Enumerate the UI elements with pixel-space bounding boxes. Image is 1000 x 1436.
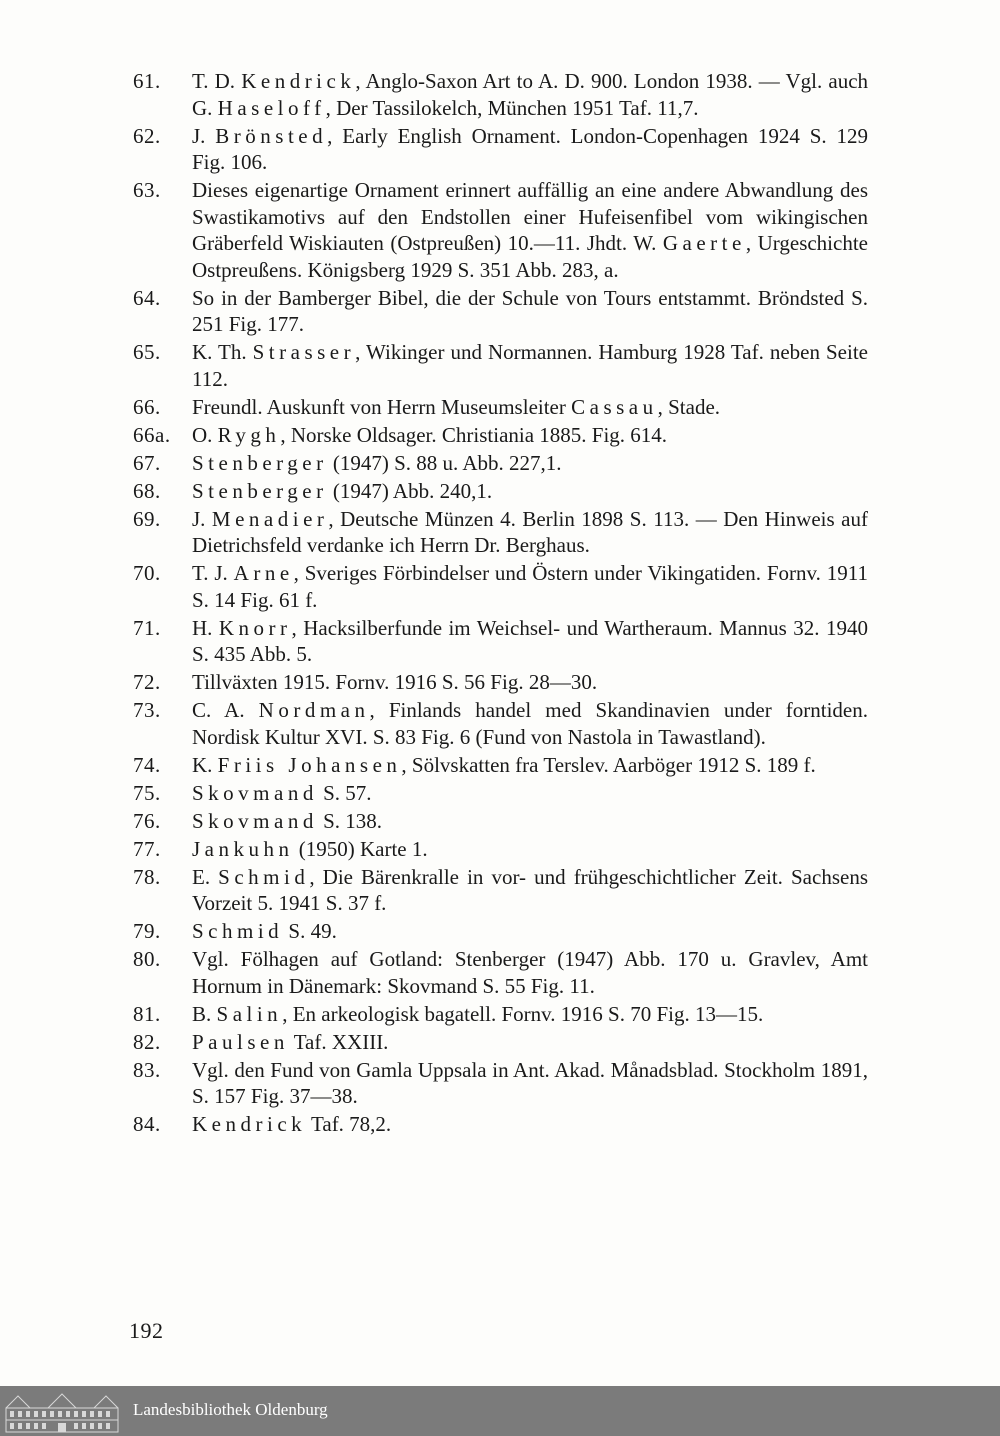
author-name: Paulsen	[192, 1029, 289, 1054]
footnote-item	[133, 669, 868, 696]
footnote-number: 66a.	[133, 422, 171, 447]
footnote-text	[192, 697, 868, 750]
footnote-item	[133, 864, 868, 917]
citation-text: (1947) Abb. 240,1.	[327, 478, 493, 503]
footnote-item	[133, 177, 868, 283]
citation-text: T. D.	[192, 69, 242, 93]
author-name: Skovmand	[192, 808, 318, 833]
footnote-number: 80.	[133, 947, 161, 971]
citation-text: C. A.	[192, 698, 259, 722]
footnote-number: 70.	[133, 561, 161, 585]
citation-text: Taf. 78,2.	[306, 1112, 392, 1136]
author-name: Schmid	[192, 919, 284, 943]
footnote-number: 63.	[133, 178, 161, 202]
footnote-number: 71.	[133, 615, 161, 640]
footnote-number: 62.	[133, 123, 161, 148]
footnote-text	[192, 1057, 868, 1110]
citation-text: Tillväxten 1915. Fornv. 1916 S. 56 Fig. 28—30.	[192, 670, 598, 694]
footnote-number: 69.	[133, 506, 161, 531]
author-name: Brönsted	[215, 123, 328, 148]
footnote-item	[133, 615, 868, 668]
author-name: Gaerte	[662, 231, 746, 255]
footnote-number: 64.	[133, 285, 161, 310]
footnote-text	[192, 177, 868, 283]
citation-text: K. Th.	[192, 340, 253, 364]
citation-text: , Wikinger und Normannen. Hamburg 1928 Taf. neben Seite 112.	[192, 340, 868, 391]
footnote-number: 81.	[133, 1001, 161, 1026]
citation-text: , Anglo-Saxon Art to A. D. 900. London 1938. — Vgl. auch G.	[192, 69, 869, 120]
footnote-text	[192, 560, 868, 613]
citation-text: S. 57.	[317, 780, 372, 805]
footnote-text	[192, 478, 868, 505]
citation-text: , Finlands handel med Skandinavien under forntiden. Nordisk Kultur XVI. S. 83 Fig. 6 (Fund von Nastola in Tawastland).	[192, 698, 869, 749]
footnote-number: 75.	[133, 780, 161, 805]
footnote-number: 83.	[133, 1057, 161, 1082]
footnote-item	[133, 68, 868, 121]
author-name: Kendrick	[241, 69, 356, 93]
page-number: 192	[129, 1318, 164, 1343]
footnote-item	[133, 285, 868, 338]
citation-text: O.	[192, 422, 218, 447]
citation-text: S. 49.	[283, 919, 337, 943]
citation-text: Dieses eigenartige Ornament erinnert auffällig an eine andere Abwandlung des Swastikamotivs auf den Endstollen einer Hufeisenfibel vom wikingischen Gräberfeld Wiskiauten (Ostpreußen) 10.—11. Jhdt. W.	[192, 178, 868, 255]
citation-text: , En arkeologisk bagatell. Fornv. 1916 S. 70 Fig. 13—15.	[282, 1001, 764, 1026]
footnote-item	[133, 752, 868, 779]
citation-text: , Norske Oldsager. Christiania 1885. Fig. 614.	[280, 422, 668, 447]
footnote-number: 66.	[133, 394, 161, 419]
author-name: Strasser	[252, 340, 356, 364]
citation-text: Vgl. den Fund von Gamla Uppsala in Ant. Akad. Månadsblad. Stockholm 1891, S. 157 Fig. 37—38.	[192, 1057, 868, 1108]
citation-text: (1947) S. 88 u. Abb. 227,1.	[327, 450, 562, 475]
footnote-text	[192, 669, 868, 696]
citation-text: E.	[192, 864, 219, 889]
author-name: Menadier	[211, 506, 329, 531]
citation-text: So in der Bamberger Bibel, die der Schule von Tours entstammt. Bröndsted S. 251 Fig. 177.	[192, 285, 868, 336]
footnote-number: 67.	[133, 450, 161, 475]
footnote-number: 72.	[133, 670, 161, 694]
author-name: Skovmand	[192, 780, 318, 805]
footnote-item	[133, 422, 868, 449]
footnote-number: 77.	[133, 836, 161, 861]
footnote-number: 76.	[133, 808, 161, 833]
footnote-text	[192, 422, 868, 449]
footnote-list	[133, 68, 868, 1139]
footnote-text	[192, 780, 868, 807]
footnote-text	[192, 808, 868, 835]
footnote-text	[192, 285, 868, 338]
citation-text: (1950) Karte 1.	[293, 836, 428, 861]
citation-text: , Stade.	[657, 394, 721, 419]
footnote-number: 84.	[133, 1112, 161, 1136]
citation-text: J.	[192, 506, 212, 531]
library-name: Landesbibliothek Oldenburg	[133, 1400, 328, 1419]
footnote-text	[192, 752, 868, 779]
author-name: Friis Johansen	[217, 752, 402, 777]
library-building-logo	[0, 1386, 124, 1436]
library-footer-bar	[0, 1386, 1000, 1436]
author-name: Haseloff	[217, 95, 326, 120]
footnote-number: 74.	[133, 752, 161, 777]
citation-text: S. 138.	[317, 808, 383, 833]
footnote-number: 73.	[133, 698, 161, 722]
footnote-number: 65.	[133, 340, 161, 364]
footnote-text	[192, 946, 868, 999]
footnote-text	[192, 339, 868, 392]
footnote-item	[133, 123, 868, 176]
footnote-item	[133, 1057, 868, 1110]
footnote-item	[133, 946, 868, 999]
footnote-item	[133, 697, 868, 750]
author-name: Schmid	[218, 864, 310, 889]
footnote-text	[192, 1111, 868, 1138]
footnote-item	[133, 1029, 868, 1056]
footnote-item	[133, 506, 868, 559]
footnote-text	[192, 68, 868, 121]
citation-text: , Deutsche Münzen 4. Berlin 1898 S. 113. — Den Hinweis auf Dietrichsfeld verdanke ich Herrn Dr. Berghaus.	[192, 506, 868, 557]
citation-text: , Urgeschichte Ostpreußens. Königsberg 1929 S. 351 Abb. 283, a.	[192, 231, 868, 282]
footnote-item	[133, 1001, 868, 1028]
footnote-number: 79.	[133, 919, 161, 943]
footnote-text	[192, 836, 868, 863]
citation-text: T. J.	[192, 561, 234, 585]
citation-text: , Early English Ornament. London-Copenhagen 1924 S. 129 Fig. 106.	[192, 123, 868, 174]
footnote-text	[192, 450, 868, 477]
author-name: Nordman	[258, 698, 370, 722]
footnote-item	[133, 808, 868, 835]
citation-text: Vgl. Fölhagen auf Gotland: Stenberger (1947) Abb. 170 u. Gravlev, Amt Hornum in Dänemark: Skovmand S. 55 Fig. 11.	[192, 947, 868, 998]
author-name: Rygh	[217, 422, 281, 447]
citation-text: Freundl. Auskunft von Herrn Museumsleiter	[192, 394, 572, 419]
footnote-text	[192, 123, 868, 176]
citation-text: Taf. XXIII.	[288, 1029, 389, 1054]
citation-text: J.	[192, 123, 216, 148]
footnote-item	[133, 339, 868, 392]
footnote-item	[133, 918, 868, 945]
author-name: Kendrick	[192, 1112, 307, 1136]
footnote-text	[192, 615, 868, 668]
footnote-text	[192, 864, 868, 917]
citation-text: , Sölvskatten fra Terslev. Aarböger 1912 S. 189 f.	[401, 752, 816, 777]
author-name: Knorr	[218, 615, 292, 640]
footnote-item	[133, 836, 868, 863]
author-name: Salin	[216, 1001, 283, 1026]
footnote-number: 82.	[133, 1029, 161, 1054]
author-name: Jankuhn	[192, 836, 294, 861]
footnote-item	[133, 560, 868, 613]
footnote-text	[192, 506, 868, 559]
footnote-text	[192, 918, 868, 945]
footnote-number: 78.	[133, 864, 161, 889]
footnote-item	[133, 780, 868, 807]
footnote-number: 68.	[133, 478, 161, 503]
footnote-item	[133, 394, 868, 421]
footnote-item	[133, 1111, 868, 1138]
footnote-text	[192, 394, 868, 421]
citation-text: B.	[192, 1001, 217, 1026]
footnote-item	[133, 478, 868, 505]
citation-text: , Der Tassilokelch, München 1951 Taf. 11,7.	[325, 95, 699, 120]
footnote-item	[133, 450, 868, 477]
citation-text: H.	[192, 615, 219, 640]
author-name: Cassau	[571, 394, 658, 419]
author-name: Arne	[233, 561, 294, 585]
footnote-text	[192, 1029, 868, 1056]
citation-text: , Hacksilberfunde im Weichsel- und Wartheraum. Mannus 32. 1940 S. 435 Abb. 5.	[192, 615, 868, 666]
citation-text: , Die Bärenkralle in vor- und frühgeschichtlicher Zeit. Sachsens Vorzeit 5. 1941 S. 37 f.	[192, 864, 868, 915]
footnote-number: 61.	[133, 69, 161, 93]
author-name: Stenberger	[192, 478, 328, 503]
citation-text: , Sveriges Förbindelser und Östern under Vikingatiden. Fornv. 1911 S. 14 Fig. 61 f.	[192, 561, 868, 612]
author-name: Stenberger	[192, 450, 328, 475]
citation-text: K.	[192, 752, 218, 777]
footnote-text	[192, 1001, 868, 1028]
